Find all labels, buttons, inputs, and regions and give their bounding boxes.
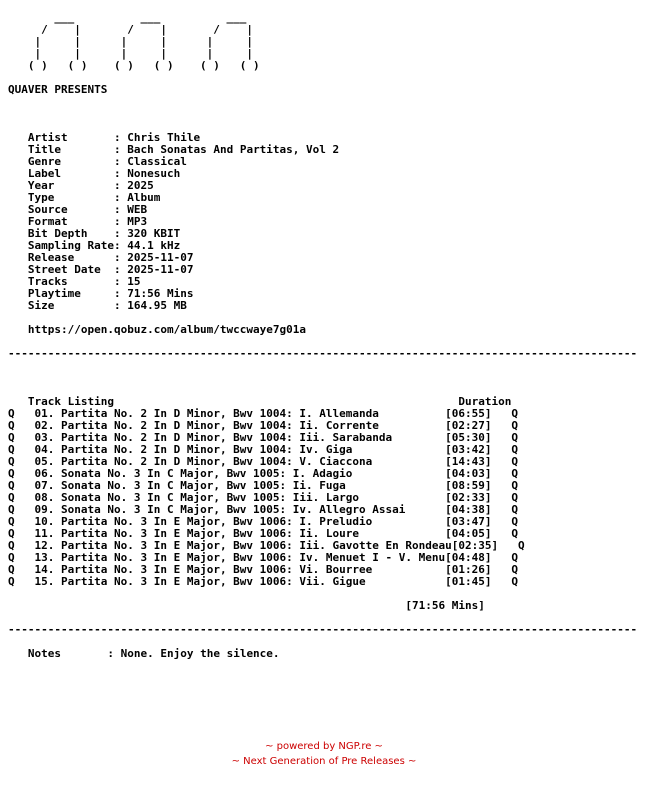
row-marker-right: Q — [511, 551, 518, 564]
row-marker-left: Q — [8, 467, 15, 480]
track-title: Partita No. 3 In E Major, Bwv 1006: Vii. Gigue — [61, 575, 446, 588]
track-list — [8, 407, 525, 588]
track-number: 07. — [34, 479, 55, 492]
row-marker-left: Q — [8, 575, 15, 588]
row-marker-right: Q — [511, 503, 518, 516]
total-playtime: [71:56 Mins] — [405, 599, 485, 612]
info-value: 71:56 Mins — [127, 287, 194, 300]
info-value: 164.95 MB — [127, 299, 187, 312]
info-label: Source — [27, 203, 68, 216]
info-value: WEB — [127, 203, 148, 216]
row-marker-right: Q — [511, 527, 518, 540]
track-row — [8, 575, 518, 588]
row-marker-right: Q — [511, 479, 518, 492]
track-number: 15. — [34, 575, 55, 588]
footer-powered-by-link[interactable]: ~ powered by NGP.re ~ — [265, 741, 383, 752]
info-value: Nonesuch — [127, 167, 181, 180]
track-number: 12. — [34, 539, 55, 552]
track-duration: [01:45] — [445, 575, 492, 588]
nfo-document — [8, 12, 637, 660]
info-value: 2025-11-07 — [127, 263, 194, 276]
track-number: 01. — [34, 407, 55, 420]
info-label: Release — [27, 251, 75, 264]
track-number: 05. — [34, 455, 55, 468]
track-number: 13. — [34, 551, 55, 564]
info-value: Classical — [127, 155, 187, 168]
track-title: Partita No. 3 In E Major, Bwv 1006: Iii. Gavotte En Rondeau — [61, 539, 452, 552]
track-duration: [03:47] — [445, 515, 492, 528]
track-title: Partita No. 2 In D Minor, Bwv 1004: V. Ciaccona — [61, 455, 446, 468]
duration-heading: Duration — [458, 395, 512, 408]
track-duration: [03:42] — [445, 443, 492, 456]
info-label: Genre — [27, 155, 61, 168]
track-duration: [04:03] — [445, 467, 492, 480]
row-marker-left: Q — [8, 503, 15, 516]
row-marker-right: Q — [511, 575, 518, 588]
album-url[interactable]: https://open.qobuz.com/album/twccwaye7g01a — [27, 323, 307, 336]
row-marker-left: Q — [8, 563, 15, 576]
track-title: Partita No. 2 In D Minor, Bwv 1004: Iv. Giga — [61, 443, 446, 456]
info-value: Album — [127, 191, 161, 204]
track-title: Sonata No. 3 In C Major, Bwv 1005: I. Adagio — [61, 467, 446, 480]
info-label: Bit Depth — [27, 227, 88, 240]
info-label: Title — [27, 143, 61, 156]
row-marker-left: Q — [8, 515, 15, 528]
track-number: 14. — [34, 563, 55, 576]
track-duration: [06:55] — [445, 407, 492, 420]
info-value: Bach Sonatas And Partitas, Vol 2 — [127, 143, 340, 156]
track-number: 09. — [34, 503, 55, 516]
track-duration: [04:38] — [445, 503, 492, 516]
info-label: Size — [27, 299, 55, 312]
track-number: 11. — [34, 527, 55, 540]
track-number: 02. — [34, 419, 55, 432]
notes-label: Notes — [27, 647, 61, 660]
row-marker-left: Q — [8, 419, 15, 432]
row-marker-right: Q — [511, 419, 518, 432]
track-listing-heading: Track Listing — [27, 395, 114, 408]
track-title: Sonata No. 3 In C Major, Bwv 1005: Ii. Fuga — [61, 479, 446, 492]
row-marker-right: Q — [511, 431, 518, 444]
row-marker-right: Q — [517, 539, 525, 552]
info-label: Type — [27, 191, 55, 204]
info-label: Label — [27, 167, 61, 180]
track-duration: [02:27] — [445, 419, 492, 432]
track-duration: [02:35] — [451, 539, 499, 552]
row-marker-right: Q — [511, 455, 518, 468]
track-title: Partita No. 3 In E Major, Bwv 1006: I. Preludio — [61, 515, 446, 528]
footer-tagline: ~ Next Generation of Pre Releases ~ — [231, 756, 417, 767]
track-title: Partita No. 3 In E Major, Bwv 1006: Iv. Menuet I - V. Menu — [61, 551, 446, 564]
track-number: 04. — [34, 443, 55, 456]
info-value: MP3 — [127, 215, 148, 228]
info-value: 44.1 kHz — [127, 239, 181, 252]
footer — [0, 739, 648, 769]
row-marker-left: Q — [8, 431, 15, 444]
info-value: 15 — [127, 275, 141, 288]
track-title: Sonata No. 3 In C Major, Bwv 1005: Iii. Largo — [61, 491, 446, 504]
info-label: Tracks — [27, 275, 68, 288]
track-duration: [05:30] — [445, 431, 492, 444]
track-title: Partita No. 2 In D Minor, Bwv 1004: I. Allemanda — [61, 407, 446, 420]
row-marker-right: Q — [511, 491, 518, 504]
divider-top: ----------------------------------------------------------------------------------------------- — [8, 347, 638, 360]
row-marker-left: Q — [8, 527, 15, 540]
track-duration: [02:33] — [445, 491, 492, 504]
info-block: Artist : Chris Thile Title : Bach Sonatas And Partitas, Vol 2 Genre : Classical Label : Nonesuch Year : 2025 Type : Album Source : WEB Format : MP3 Bit Depth : 320 KBIT Sampling Rate: 44.1 kHz Release : 2025-11-07 Street Date : 2025-11-07 Tracks : 15 Playtime : 71:56 Mins Size : 164.95 MB — [27, 131, 340, 312]
track-title: Sonata No. 3 In C Major, Bwv 1005: Iv. Allegro Assai — [61, 503, 446, 516]
track-number: 06. — [34, 467, 55, 480]
track-title: Partita No. 3 In E Major, Bwv 1006: Vi. Bourree — [61, 563, 446, 576]
track-duration: [01:26] — [445, 563, 492, 576]
track-title: Partita No. 3 In E Major, Bwv 1006: Ii. Loure — [61, 527, 446, 540]
row-marker-left: Q — [8, 443, 15, 456]
info-label: Year — [27, 179, 55, 192]
row-marker-right: Q — [511, 407, 518, 420]
info-label: Artist — [27, 131, 68, 144]
presenter-title: QUAVER PRESENTS — [8, 83, 108, 96]
track-title: Partita No. 2 In D Minor, Bwv 1004: Ii. Corrente — [61, 419, 446, 432]
track-number: 08. — [34, 491, 55, 504]
row-marker-left: Q — [8, 407, 15, 420]
row-marker-left: Q — [8, 491, 15, 504]
row-marker-left: Q — [8, 551, 15, 564]
info-label: Playtime — [27, 287, 81, 300]
total-playtime-row — [8, 599, 485, 612]
track-duration: [08:59] — [445, 479, 492, 492]
info-value: 2025 — [127, 179, 154, 192]
row-marker-right: Q — [511, 467, 518, 480]
track-number: 03. — [34, 431, 55, 444]
notes-value: None. Enjoy the silence. — [120, 647, 280, 660]
notes-row: Notes : None. Enjoy the silence. — [27, 647, 280, 660]
divider-bottom: ----------------------------------------------------------------------------------------------- — [8, 623, 638, 636]
row-marker-right: Q — [511, 515, 518, 528]
track-duration: [04:48] — [445, 551, 492, 564]
info-value: 2025-11-07 — [127, 251, 194, 264]
row-marker-left: Q — [8, 455, 15, 468]
info-value: 320 KBIT — [127, 227, 181, 240]
row-marker-right: Q — [511, 443, 518, 456]
track-title: Partita No. 2 In D Minor, Bwv 1004: Iii. Sarabanda — [61, 431, 446, 444]
logo-ascii-art: ___ ___ ___ / | / | / | | | | | | | | | | | | | ( ) ( ) ( ) ( ) ( ) ( ) — [27, 11, 260, 72]
track-duration: [14:43] — [445, 455, 492, 468]
info-label: Street Date — [27, 263, 101, 276]
row-marker-right: Q — [511, 563, 518, 576]
row-marker-left: Q — [8, 479, 15, 492]
track-duration: [04:05] — [445, 527, 492, 540]
info-label: Sampling Rate — [27, 239, 114, 252]
row-marker-left: Q — [8, 539, 15, 552]
track-number: 10. — [34, 515, 55, 528]
info-label: Format — [27, 215, 68, 228]
info-value: Chris Thile — [127, 131, 201, 144]
